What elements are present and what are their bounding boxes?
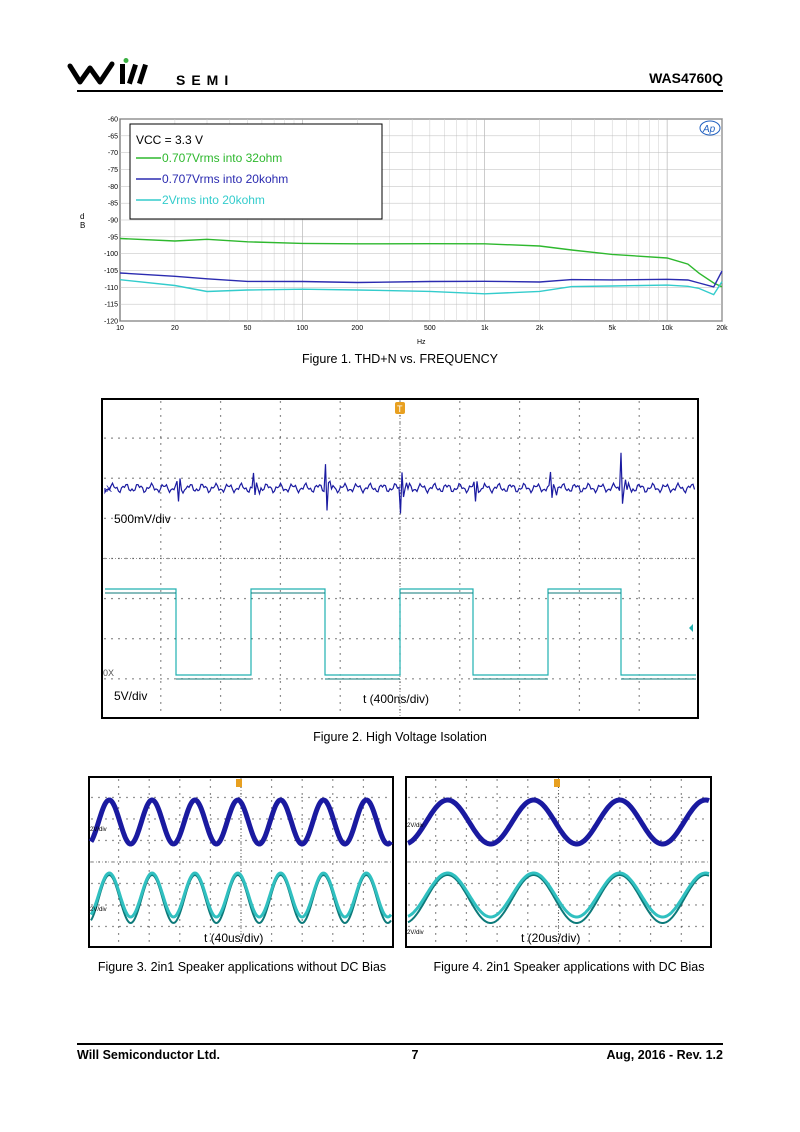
y-tick-label: -85 xyxy=(107,200,118,208)
time-scale-label: t (400ns/div) xyxy=(363,692,430,706)
figure1-caption: Figure 1. THD+N vs. FREQUENCY xyxy=(302,352,498,366)
thd-chart-svg xyxy=(75,112,728,352)
scope3-svg xyxy=(88,776,394,948)
x-tick-label: 100 xyxy=(296,325,309,332)
figure3-caption: Figure 3. 2in1 Speaker applications without DC Bias xyxy=(97,960,387,974)
x-tick-label: 200 xyxy=(351,325,364,332)
y-tick-label: -60 xyxy=(107,116,118,124)
y-axis-label-b: B xyxy=(80,221,86,230)
y-tick-label: -100 xyxy=(103,251,118,259)
scope4-time-scale: t (20us/div) xyxy=(521,931,581,945)
x-tick-label: 2k xyxy=(535,325,544,332)
figure4-scope xyxy=(405,776,712,948)
y-tick-label: -80 xyxy=(107,183,118,191)
footer-company: Will Semiconductor Ltd. xyxy=(77,1048,220,1062)
page-number: 7 xyxy=(411,1048,419,1062)
chart-legend xyxy=(130,124,382,219)
ch1-scale-label: 500mV/div xyxy=(114,512,171,526)
figure2-scope xyxy=(101,398,699,719)
y-tick-label: -70 xyxy=(107,150,118,158)
y-tick-label: -110 xyxy=(104,284,118,292)
x-tick-labels xyxy=(116,325,728,332)
footer-date-revision: Aug, 2016 - Rev. 1.2 xyxy=(606,1048,723,1062)
ch2-scale-label: 5V/div xyxy=(114,689,148,703)
scope3-ch2-scale: 2V/div xyxy=(90,907,107,913)
scope3-trigger-marker xyxy=(236,779,242,787)
y-tick-label: -105 xyxy=(103,268,118,275)
legend-entry: 0.707Vrms into 20kohm xyxy=(162,172,289,186)
legend-title: VCC = 3.3 V xyxy=(136,133,204,147)
footer-divider xyxy=(77,1043,723,1045)
company-logo xyxy=(68,58,178,88)
x-tick-label: 20 xyxy=(170,325,179,332)
x-axis-label: Hz xyxy=(417,339,426,346)
figure4-caption: Figure 4. 2in1 Speaker applications with DC Bias xyxy=(433,960,705,974)
trigger-label: T xyxy=(397,404,403,414)
x-tick-label: 20k xyxy=(716,325,728,332)
legend-entry: 2Vrms into 20kohm xyxy=(162,193,265,207)
scope4-ch1-scale: 2V/div xyxy=(407,823,424,829)
figure1-chart xyxy=(75,112,728,352)
ch2-marker: 0X xyxy=(103,668,115,678)
x-tick-label: 50 xyxy=(243,325,252,332)
header-divider xyxy=(77,90,723,92)
y-tick-label: -95 xyxy=(107,234,118,242)
y-tick-label: -90 xyxy=(107,217,118,225)
x-tick-label: 500 xyxy=(423,325,436,332)
ap-badge: Ap xyxy=(703,124,716,135)
figure3-scope xyxy=(88,776,394,948)
scope3-ch1-scale: 2V/div xyxy=(90,827,107,833)
y-axis-label-d: d xyxy=(80,212,85,221)
scope-svg xyxy=(101,398,699,719)
ch1-marker: X xyxy=(106,484,113,494)
y-tick-label: -65 xyxy=(107,133,118,141)
x-tick-label: 10k xyxy=(661,325,673,332)
scope4-svg xyxy=(405,776,712,948)
x-tick-label: 10 xyxy=(116,325,124,332)
y-tick-label: -115 xyxy=(104,301,118,309)
document-id: WAS4760Q xyxy=(649,70,723,86)
x-tick-label: 5k xyxy=(608,325,616,332)
logo-text: SEMI xyxy=(176,72,235,88)
x-tick-label: 1k xyxy=(481,325,489,332)
y-tick-label: -120 xyxy=(103,318,118,326)
y-tick-label: -75 xyxy=(107,167,118,174)
legend-entry: 0.707Vrms into 32ohm xyxy=(162,151,283,165)
scope4-trigger-marker xyxy=(554,779,560,787)
y-tick-labels xyxy=(104,117,118,326)
scope3-time-scale: t (40us/div) xyxy=(204,931,264,945)
figure2-caption: Figure 2. High Voltage Isolation xyxy=(313,730,487,744)
scope4-ch2-scale: 2V/div xyxy=(407,930,424,936)
